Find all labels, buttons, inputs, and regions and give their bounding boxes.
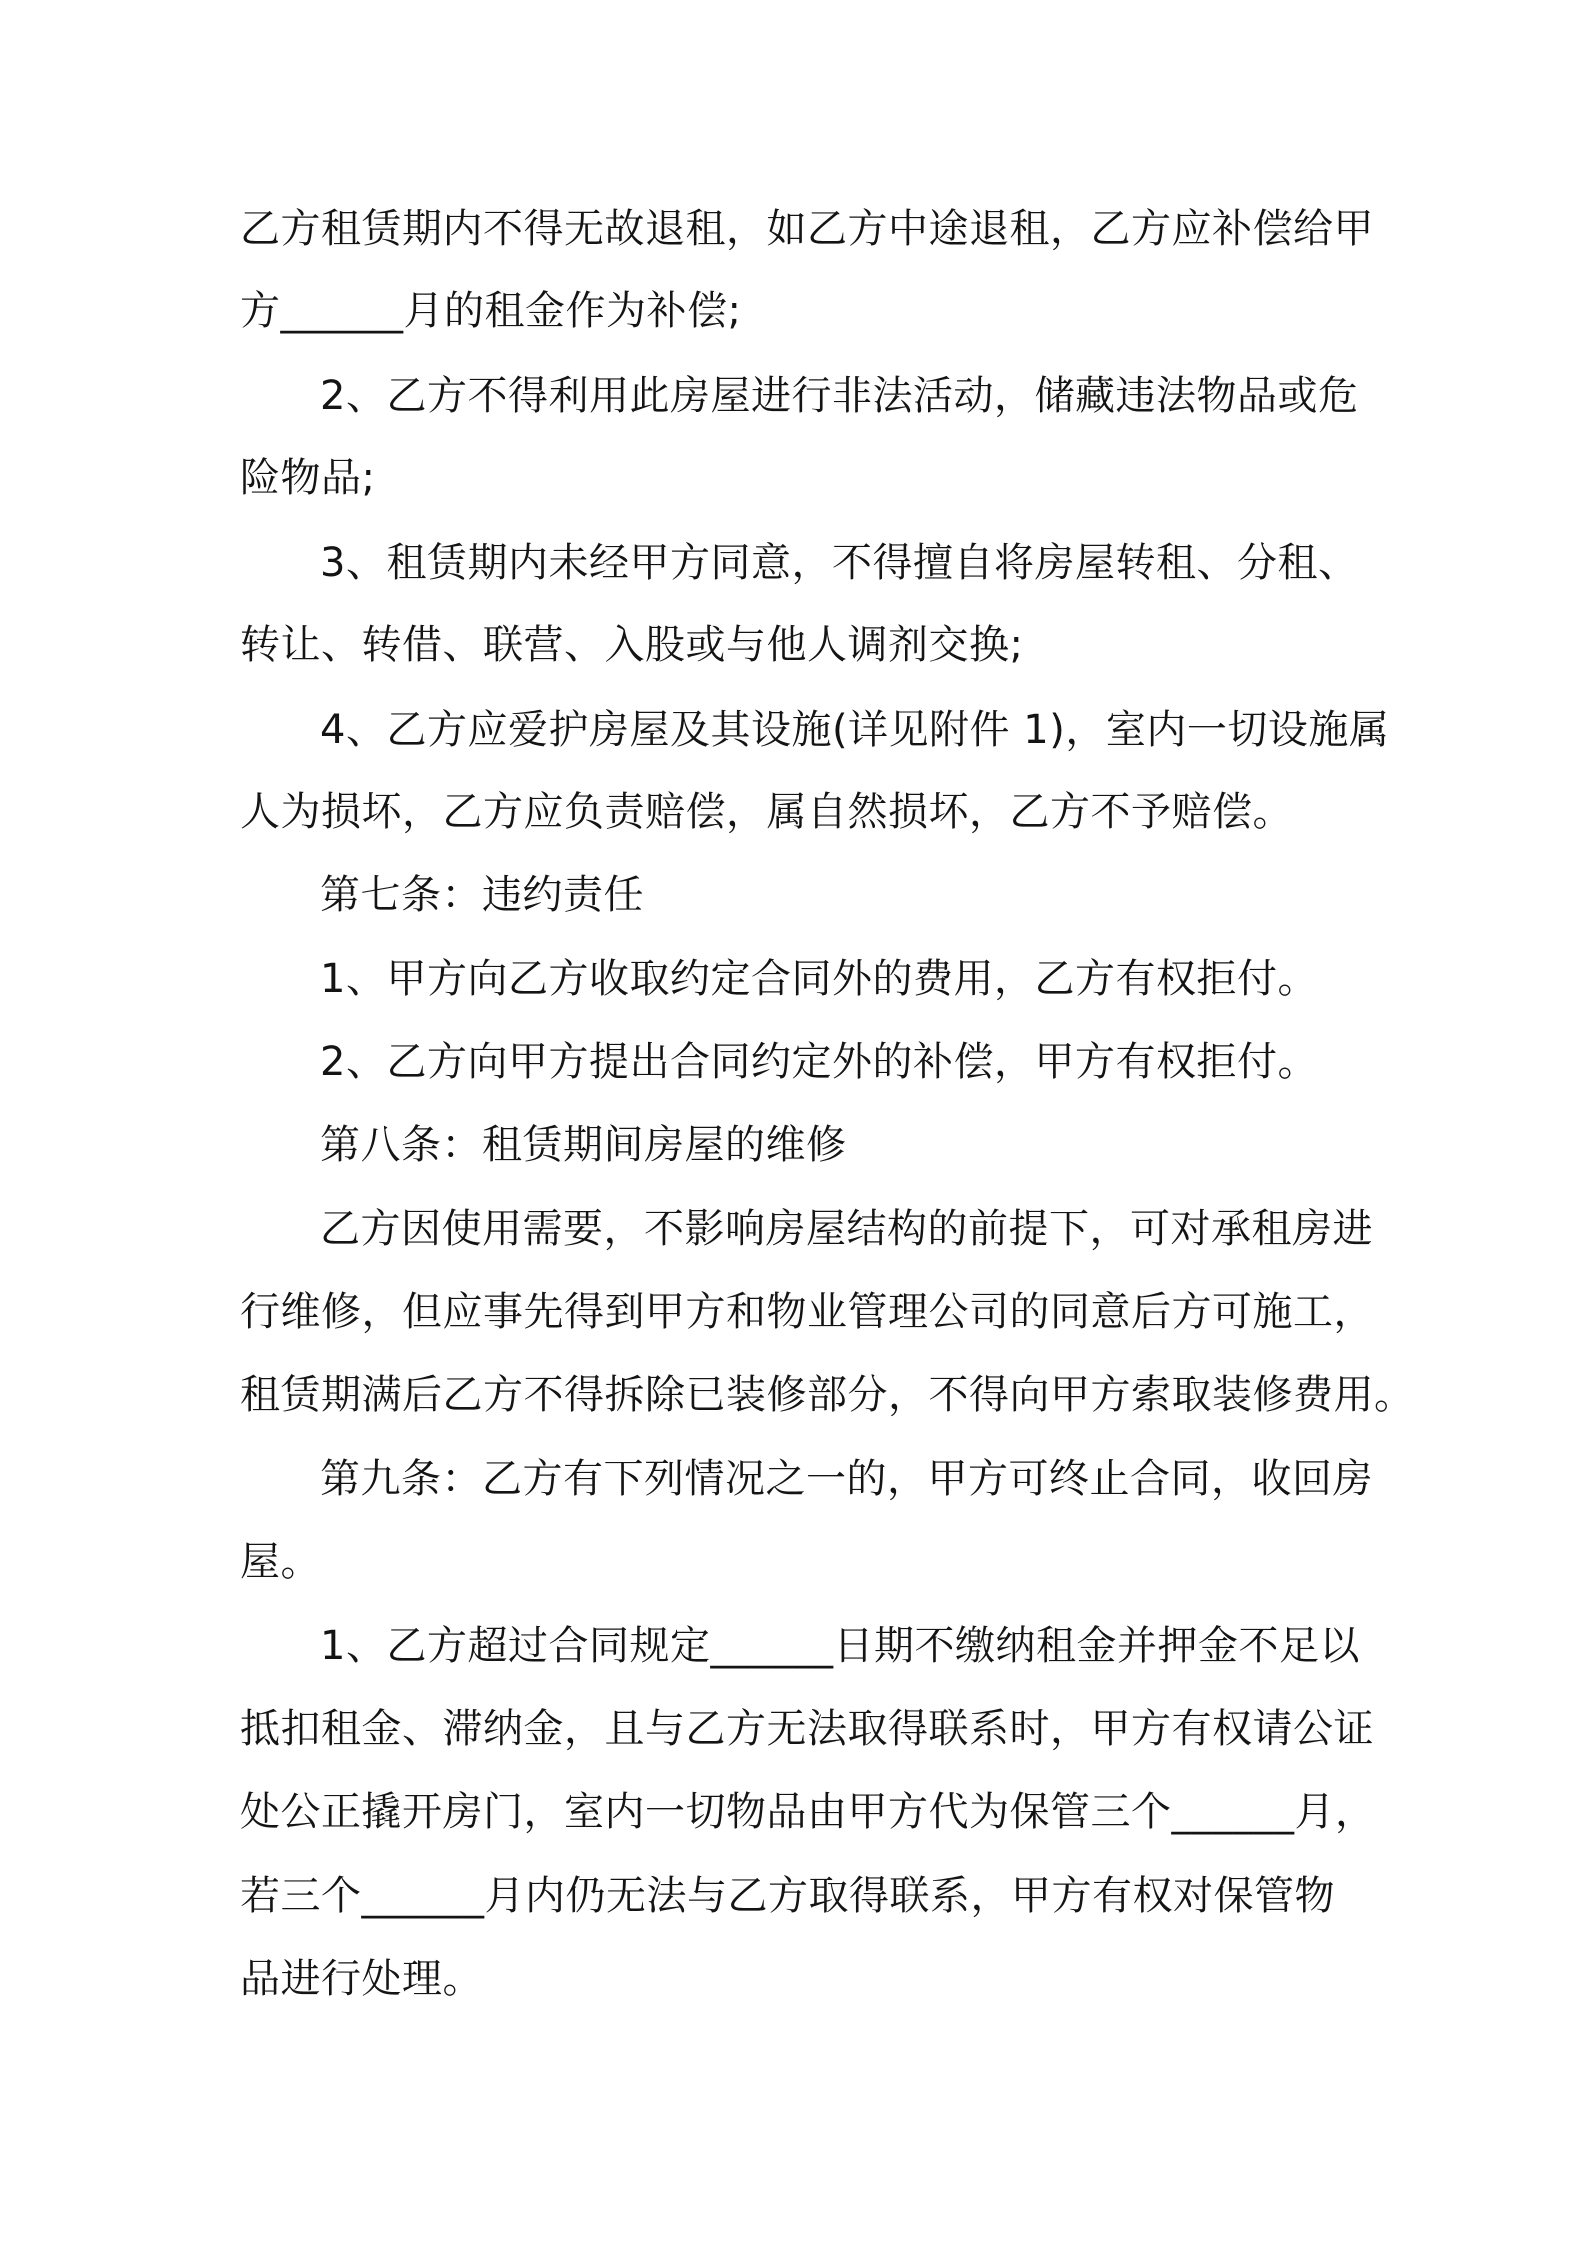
text-line: 行维修，但应事先得到甲方和物业管理公司的同意后方可施工， bbox=[240, 1289, 1374, 1335]
section-heading: 第七条：违约责任 bbox=[320, 872, 644, 918]
text-line: 4、乙方应爱护房屋及其设施(详见附件 1)，室内一切设施属 bbox=[320, 707, 1390, 753]
section-heading: 第八条：租赁期间房屋的维修 bbox=[320, 1122, 847, 1168]
section-heading: 第九条：乙方有下列情况之一的，甲方可终止合同，收回房 bbox=[320, 1456, 1373, 1502]
text-line: 人为损坏，乙方应负责赔偿，属自然损坏，乙方不予赔偿。 bbox=[240, 789, 1293, 835]
text-line: 2、乙方向甲方提出合同约定外的补偿，甲方有权拒付。 bbox=[320, 1039, 1318, 1085]
text-line: 品进行处理。 bbox=[240, 1956, 483, 2002]
text-line: 1、乙方超过合同规定______日期不缴纳租金并押金不足以 bbox=[320, 1623, 1360, 1669]
text-line: 租赁期满后乙方不得拆除已装修部分，不得向甲方索取装修费用。 bbox=[240, 1372, 1415, 1418]
text-line: 1、甲方向乙方收取约定合同外的费用，乙方有权拒付。 bbox=[320, 956, 1318, 1002]
text-line: 抵扣租金、滞纳金，且与乙方无法取得联系时，甲方有权请公证 bbox=[240, 1706, 1374, 1752]
text-line: 险物品; bbox=[240, 455, 376, 501]
text-line: 屋。 bbox=[240, 1539, 321, 1585]
text-line: 处公正撬开房门，室内一切物品由甲方代为保管三个______月， bbox=[240, 1789, 1376, 1835]
text-line: 乙方租赁期内不得无故退租，如乙方中途退租，乙方应补偿给甲 bbox=[240, 206, 1374, 252]
text-line: 2、乙方不得利用此房屋进行非法活动，储藏违法物品或危 bbox=[320, 373, 1359, 419]
text-line: 方______月的租金作为补偿; bbox=[240, 288, 742, 334]
text-line: 转让、转借、联营、入股或与他人调剂交换; bbox=[240, 622, 1024, 668]
text-line: 若三个______月内仍无法与乙方取得联系，甲方有权对保管物 bbox=[240, 1873, 1335, 1919]
text-line: 乙方因使用需要，不影响房屋结构的前提下，可对承租房进 bbox=[320, 1206, 1373, 1252]
text-line: 3、租赁期内未经甲方同意，不得擅自将房屋转租、分租、 bbox=[320, 540, 1359, 586]
